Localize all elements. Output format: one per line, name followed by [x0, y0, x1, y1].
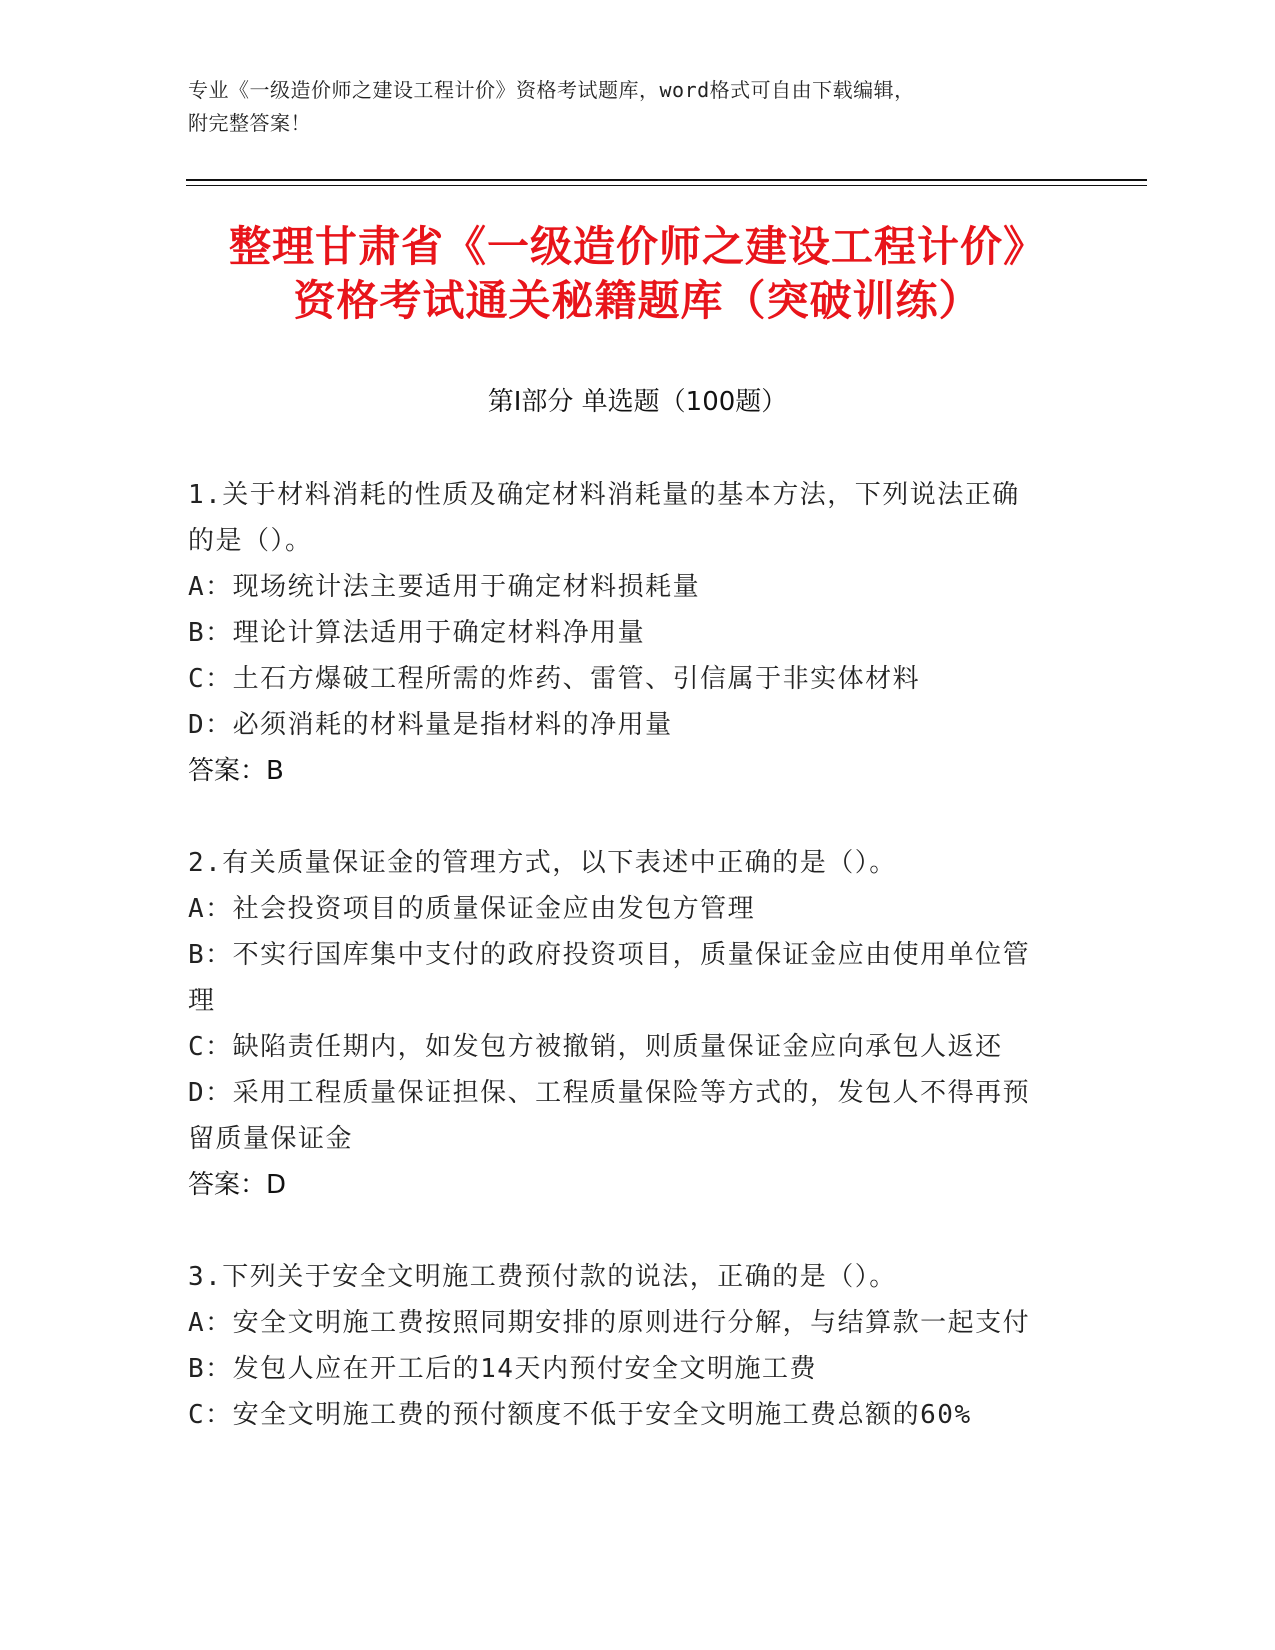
- header-note-line-1: 专业《一级造价师之建设工程计价》资格考试题库，word格式可自由下载编辑，: [188, 78, 915, 102]
- question-option: A：社会投资项目的质量保证金应由发包方管理: [188, 894, 756, 924]
- question-answer: 答案：B: [188, 756, 284, 786]
- question-list: [188, 472, 1073, 1484]
- question-option: 留质量保证金: [188, 1124, 354, 1154]
- question-option: C：安全文明施工费的预付额度不低于安全文明施工费总额的60%: [188, 1400, 972, 1430]
- question-item: [188, 1254, 1073, 1438]
- section-title: 第Ⅰ部分 单选题（100题）: [487, 387, 788, 417]
- question-stem: 的是（）。: [188, 526, 313, 556]
- document-title: [150, 220, 1125, 328]
- header-note-line-2: 附完整答案！: [188, 111, 311, 135]
- question-stem: 1.关于材料消耗的性质及确定材料消耗量的基本方法，下列说法正确: [188, 480, 1020, 510]
- question-option: D：采用工程质量保证担保、工程质量保险等方式的，发包人不得再预: [188, 1078, 1031, 1108]
- header-note: [188, 74, 1068, 140]
- question-option: C：土石方爆破工程所需的炸药、雷管、引信属于非实体材料: [188, 664, 921, 694]
- question-stem: 3.下列关于安全文明施工费预付款的说法，正确的是（）。: [188, 1262, 897, 1292]
- question-option: C：缺陷责任期内，如发包方被撤销，则质量保证金应向承包人返还: [188, 1032, 1003, 1062]
- document-title-line-1: 整理甘肃省《一级造价师之建设工程计价》: [228, 222, 1046, 271]
- question-option: D：必须消耗的材料量是指材料的净用量: [188, 710, 673, 740]
- question-item: [188, 472, 1073, 794]
- question-option: B：发包人应在开工后的14天内预付安全文明施工费: [188, 1354, 817, 1384]
- question-item: [188, 840, 1073, 1208]
- header-rule-thin: [186, 185, 1147, 186]
- question-option: B：理论计算法适用于确定材料净用量: [188, 618, 646, 648]
- question-stem: 2.有关质量保证金的管理方式，以下表述中正确的是（）。: [188, 848, 897, 878]
- document-title-line-2: 资格考试通关秘籍题库（突破训练）: [293, 276, 982, 325]
- question-answer: 答案：D: [188, 1170, 287, 1200]
- question-option: A：现场统计法主要适用于确定材料损耗量: [188, 572, 701, 602]
- question-option: B：不实行国库集中支付的政府投资项目，质量保证金应由使用单位管: [188, 940, 1031, 970]
- question-option: A：安全文明施工费按照同期安排的原则进行分解，与结算款一起支付: [188, 1308, 1031, 1338]
- header-rule-thick: [186, 179, 1147, 181]
- question-option: 理: [188, 986, 216, 1016]
